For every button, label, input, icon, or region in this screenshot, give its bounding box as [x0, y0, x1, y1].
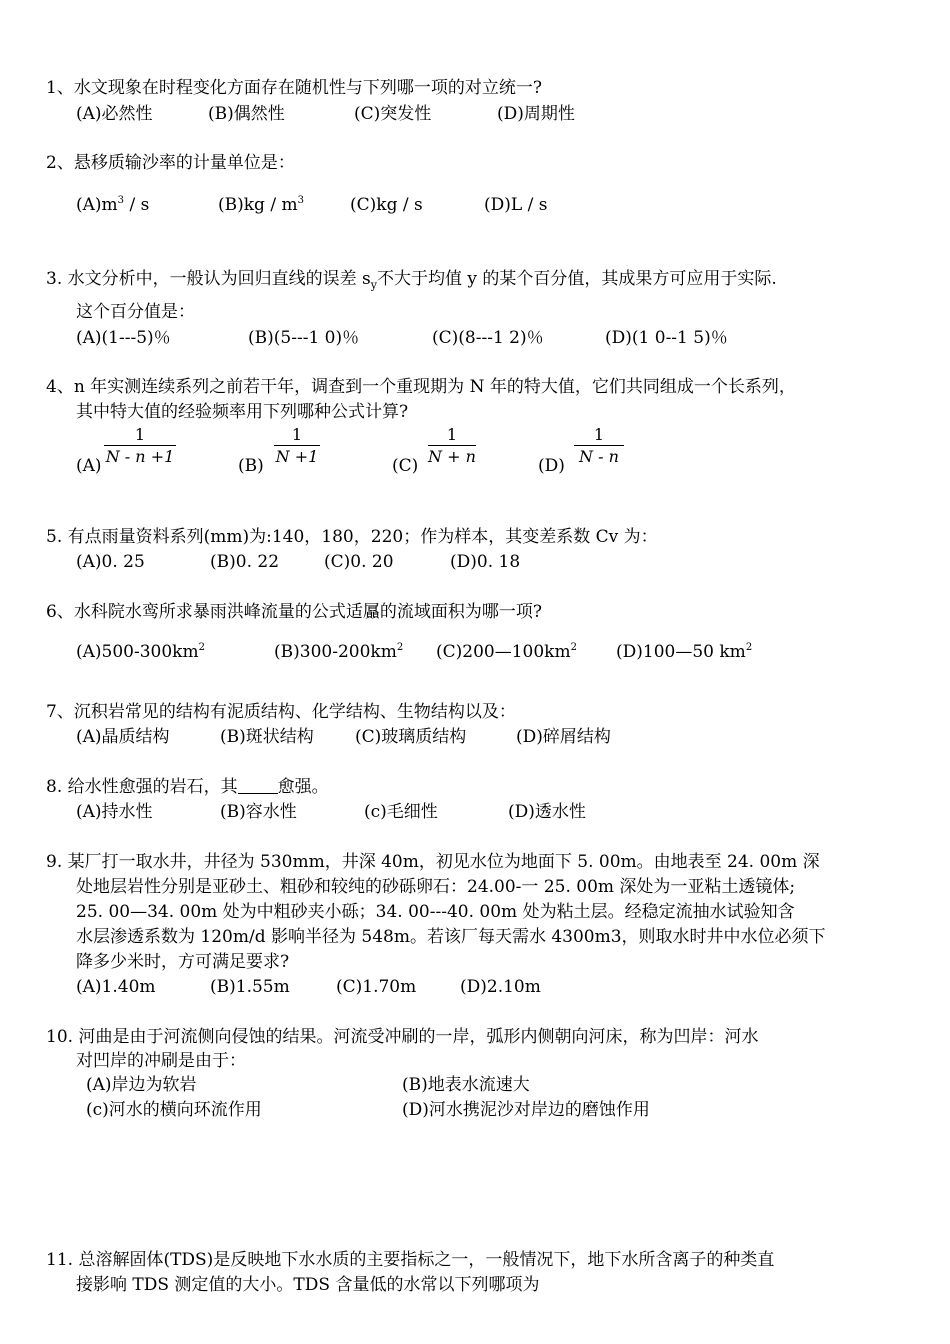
q5-option-c[interactable]: (C)0. 20 [324, 552, 394, 572]
q7-option-a[interactable]: (A)晶质结构 [76, 727, 170, 747]
question-4-stem-line2: 其中特大值的经验频率用下列哪种公式计算? [76, 402, 409, 422]
answer-blank[interactable] [238, 777, 278, 794]
question-9-stem-line4: 水层渗透系数为 120m/d 影响半径为 548m。若该厂每天需水 4300m3，则取水时井中水位必须下 [76, 927, 826, 947]
question-4-stem: 4、n 年实测连续系列之前若干年，调查到一个重现期为 N 年的特大值，它们共同组成一个长系列， [46, 377, 796, 397]
question-7-stem: 7、沉积岩常见的结构有泥质结构、化学结构、生物结构以及： [46, 702, 516, 722]
q3-option-d[interactable]: (D)(1 0--1 5)％ [605, 328, 728, 348]
q9-option-a[interactable]: (A)1.40m [76, 977, 156, 997]
q8-option-a[interactable]: (A)持水性 [76, 802, 153, 822]
q2-option-d[interactable]: (D)L / s [484, 195, 548, 215]
question-11-stem-line2: 接影响 TDS 测定值的大小。TDS 含量低的水常以下列哪项为 [76, 1275, 540, 1295]
q1-option-a[interactable]: (A)必然性 [76, 104, 153, 124]
question-5-stem: 5. 有点雨量资料系列(mm)为:140，180，220；作为样本，其变差系数 Cv 为： [46, 527, 658, 547]
q4-option-c-label[interactable]: (C) [392, 456, 419, 476]
question-8-stem: 8. 给水性愈强的岩石，其 愈强。 [46, 777, 329, 797]
question-10-stem: 10. 河曲是由于河流侧向侵蚀的结果。河流受冲刷的一岸，弧形内侧朝向河床，称为凹岸：河水 [46, 1027, 759, 1047]
q10-option-a[interactable]: (A)岸边为软岩 [86, 1075, 197, 1095]
q10-option-c[interactable]: (c)河水的横向环流作用 [86, 1100, 262, 1120]
question-3-stem: 3. 水文分析中，一般认为回归直线的误差 $s_y$不大于均值 y 的某个百分值，其成果方可应用于实际. [46, 269, 777, 292]
question-1-stem: 1、水文现象在时程变化方面存在随机性与下列哪一项的对立统一? [46, 78, 542, 98]
q7-option-d[interactable]: (D)碎屑结构 [516, 727, 611, 747]
q4-option-a-fraction[interactable]: 1 N - n +1 [105, 425, 175, 466]
q8-option-c[interactable]: (c)毛细性 [364, 802, 438, 822]
q5-option-b[interactable]: (B)0. 22 [210, 552, 280, 572]
q6-option-c[interactable]: $(C)200—100km^2$ [436, 642, 577, 662]
q2-option-b[interactable]: $(B)kg / m^3$ [218, 195, 304, 215]
question-3-stem-line2: 这个百分值是： [76, 302, 195, 322]
q4-option-d-label[interactable]: (D) [538, 456, 565, 476]
q10-option-b[interactable]: (B)地表水流速大 [402, 1075, 530, 1095]
q3-option-b[interactable]: (B)(5---1 0)％ [248, 328, 360, 348]
question-9-stem: 9. 某厂打一取水井，井径为 530mm，井深 40m，初见水位为地面下 5. 00m。由地表至 24. 00m 深 [46, 852, 820, 872]
question-9-stem-line2: 处地层岩性分别是亚砂土、粗砂和较纯的砂砾卵石：24.00-一 25. 00m 深处为一亚粘土透镜体; [76, 877, 796, 897]
q6-option-b[interactable]: $(B)300-200km^2$ [274, 642, 404, 662]
q2-option-c[interactable]: (C)kg / s [350, 195, 423, 215]
q9-option-b[interactable]: (B)1.55m [210, 977, 290, 997]
q9-option-d[interactable]: (D)2.10m [460, 977, 541, 997]
question-9-stem-line3: 25. 00—34. 00m 处为中粗砂夹小砾；34. 00---40. 00m 处为粘土层。经稳定流抽水试验知含 [76, 902, 795, 922]
question-10-stem-line2: 对凹岸的冲刷是由于： [76, 1051, 246, 1071]
q6-option-d[interactable]: (D)100—50 $km^2$ [616, 642, 753, 662]
q7-option-b[interactable]: (B)斑状结构 [220, 727, 314, 747]
q4-option-b-fraction[interactable]: 1 N +1 [275, 425, 319, 466]
q9-option-c[interactable]: (C)1.70m [336, 977, 417, 997]
q4-option-b-label[interactable]: (B) [238, 456, 264, 476]
q7-option-c[interactable]: (C)玻璃质结构 [355, 727, 467, 747]
q8-option-b[interactable]: (B)容水性 [220, 802, 297, 822]
q6-option-a[interactable]: $(A)500-300km^2$ [76, 642, 205, 662]
q3-option-c[interactable]: (C)(8---1 2)％ [432, 328, 544, 348]
question-6-stem: 6、水科院水鸾所求暴雨洪峰流量的公式适屭的流域面积为哪一项? [46, 602, 542, 622]
question-9-stem-line5: 降多少米时，方可满足要求? [76, 952, 290, 972]
q2-option-a[interactable]: $(A)m^3$ / s [76, 195, 150, 215]
q5-option-d[interactable]: (D)0. 18 [450, 552, 521, 572]
q5-option-a[interactable]: (A)0. 25 [76, 552, 145, 572]
q1-option-b[interactable]: (B)偶然性 [208, 104, 285, 124]
q4-option-d-fraction[interactable]: 1 N - n [574, 425, 624, 468]
q8-option-d[interactable]: (D)透水性 [508, 802, 586, 822]
question-2-stem: 2、悬移质输沙率的计量单位是： [46, 153, 295, 173]
question-11-stem: 11. 总溶解固体(TDS)是反映地下水水质的主要指标之一，一般情况下，地下水所含离子的种类直 [46, 1250, 775, 1270]
q1-option-c[interactable]: (C)突发性 [354, 104, 432, 124]
q10-option-d[interactable]: (D)河水携泥沙对岸边的磨蚀作用 [402, 1100, 650, 1120]
q4-option-a-label[interactable]: (A) [76, 456, 102, 476]
q3-option-a[interactable]: (A)(1---5)％ [76, 328, 171, 348]
q4-option-c-fraction[interactable]: 1 N + n [428, 425, 476, 466]
q1-option-d[interactable]: (D)周期性 [497, 104, 575, 124]
